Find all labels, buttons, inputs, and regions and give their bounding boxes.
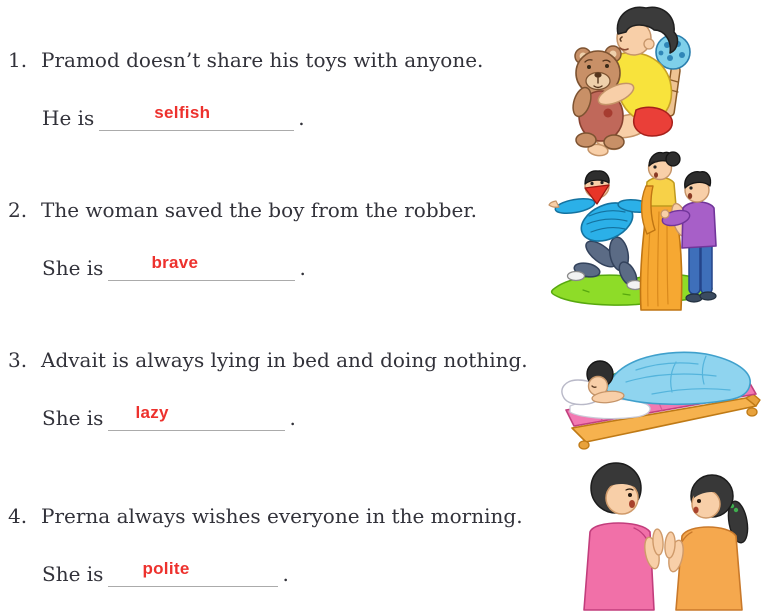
answer-line bbox=[42, 555, 523, 593]
sentence-period: . bbox=[289, 406, 296, 430]
question-number: 3. bbox=[8, 348, 28, 372]
question-sentence bbox=[8, 346, 528, 374]
question-sentence bbox=[8, 502, 523, 530]
answer-line bbox=[42, 399, 528, 437]
question-item-3 bbox=[8, 346, 528, 437]
sentence-period: . bbox=[298, 106, 305, 130]
question-text: Prerna always wishes everyone in the morning. bbox=[41, 504, 523, 528]
answer-pronoun: She is bbox=[42, 256, 104, 280]
boy-lying-in-bed-illustration bbox=[556, 338, 767, 464]
question-item-4 bbox=[8, 502, 523, 593]
answer-word: brave bbox=[151, 253, 199, 272]
question-sentence bbox=[8, 196, 477, 224]
children-greeting-namaste-illustration bbox=[564, 458, 766, 613]
sentence-period: . bbox=[299, 256, 306, 280]
question-sentence bbox=[8, 46, 483, 74]
question-item-1 bbox=[8, 46, 483, 137]
answer-word: polite bbox=[142, 559, 190, 578]
question-text: Advait is always lying in bed and doing nothing. bbox=[41, 348, 528, 372]
answer-blank bbox=[99, 99, 294, 131]
answer-word: selfish bbox=[154, 103, 211, 122]
answer-pronoun: She is bbox=[42, 562, 104, 586]
answer-blank bbox=[108, 555, 278, 587]
answer-pronoun: She is bbox=[42, 406, 104, 430]
answer-pronoun: He is bbox=[42, 106, 95, 130]
toddler-hugging-teddy-bear-illustration bbox=[556, 0, 706, 160]
question-number: 1. bbox=[8, 48, 28, 72]
question-number: 4. bbox=[8, 504, 28, 528]
answer-blank bbox=[108, 249, 295, 281]
question-text: Pramod doesn’t share his toys with anyone. bbox=[41, 48, 484, 72]
woman-shielding-boy-from-robber-illustration bbox=[543, 146, 725, 318]
question-item-2 bbox=[8, 196, 477, 287]
answer-blank bbox=[108, 399, 285, 431]
sentence-period: . bbox=[282, 562, 289, 586]
answer-line bbox=[42, 249, 477, 287]
answer-word: lazy bbox=[135, 403, 169, 422]
answer-line bbox=[42, 99, 483, 137]
question-number: 2. bbox=[8, 198, 28, 222]
question-text: The woman saved the boy from the robber. bbox=[41, 198, 477, 222]
